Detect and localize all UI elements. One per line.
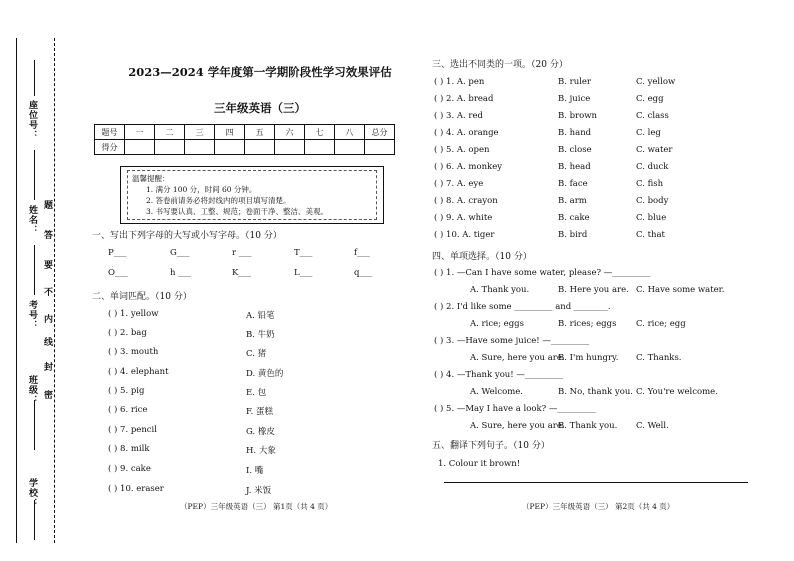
mc-option-b: B. I'm hungry. bbox=[558, 353, 619, 363]
match-word[interactable]: ( ) 7. pencil bbox=[108, 425, 157, 435]
score-cell: 总分 bbox=[365, 125, 395, 140]
tips-inner bbox=[127, 170, 377, 220]
letter-blank[interactable]: K___ bbox=[232, 268, 252, 278]
odd-one-option-b: B. juice bbox=[558, 94, 591, 104]
odd-one-option-b: B. face bbox=[558, 179, 588, 189]
school-label: 学校： bbox=[27, 478, 37, 508]
score-cell: 四 bbox=[215, 125, 245, 140]
match-word[interactable]: ( ) 5. pig bbox=[108, 386, 145, 396]
odd-one-option-c: C. blue bbox=[636, 213, 667, 223]
match-word[interactable]: ( ) 8. milk bbox=[108, 444, 150, 454]
mc-answers bbox=[434, 421, 764, 433]
odd-one-row bbox=[434, 77, 754, 89]
tips-box bbox=[120, 166, 384, 224]
exam-subtitle: 三年级英语（三） bbox=[214, 101, 306, 115]
binding-dashed-line bbox=[54, 38, 55, 543]
odd-one-option-b: B. ruler bbox=[558, 77, 591, 87]
odd-one-option-b: B. arm bbox=[558, 196, 587, 206]
exam-id-label: 考号： bbox=[27, 300, 37, 330]
seat-number-label: 座位号： bbox=[27, 100, 37, 140]
letter-blank[interactable]: L___ bbox=[294, 268, 313, 278]
answer-line[interactable] bbox=[444, 482, 748, 483]
match-row bbox=[108, 484, 408, 496]
match-word[interactable]: ( ) 3. mouth bbox=[108, 347, 159, 357]
match-word[interactable]: ( ) 2. bag bbox=[108, 328, 147, 338]
odd-one-row bbox=[434, 94, 754, 106]
tips-title: 温馨提醒： bbox=[132, 174, 170, 183]
mc-option-b: B. rices; eggs bbox=[558, 319, 617, 329]
binding-outer-line bbox=[16, 38, 17, 543]
match-word[interactable]: ( ) 1. yellow bbox=[108, 309, 159, 319]
odd-one-option-b: B. close bbox=[558, 145, 592, 155]
mc-question-text: ( ) 1. —Can I have some water, please? —_________ bbox=[434, 268, 651, 278]
section4-title: 四、单项选择。（10 分） bbox=[432, 252, 532, 262]
score-table-score-row bbox=[95, 140, 395, 155]
mc-option-b: B. Thank you. bbox=[558, 421, 618, 431]
odd-one-option-b: B. brown bbox=[558, 111, 598, 121]
odd-one-option-c: C. water bbox=[636, 145, 673, 155]
odd-one-option-c: C. body bbox=[636, 196, 669, 206]
odd-one-row bbox=[434, 213, 754, 225]
odd-one-option-a[interactable]: ( ) 4. A. orange bbox=[434, 128, 499, 138]
score-table-header-row bbox=[95, 125, 395, 140]
match-word[interactable]: ( ) 10. eraser bbox=[108, 484, 164, 494]
mc-option-a: A. Sure, here you are. bbox=[470, 353, 565, 363]
score-cell: 一 bbox=[125, 125, 155, 140]
mc-question-text: ( ) 5. —May I have a look? —_________ bbox=[434, 404, 596, 414]
mc-option-a: A. Sure, here you are. bbox=[470, 421, 565, 431]
mc-question[interactable] bbox=[434, 404, 764, 416]
odd-one-option-a[interactable]: ( ) 6. A. monkey bbox=[434, 162, 503, 172]
odd-one-option-c: C. leg bbox=[636, 128, 661, 138]
section1-title: 一、写出下列字母的大写或小写字母。（10 分） bbox=[92, 231, 282, 241]
mc-option-a: A. Welcome. bbox=[470, 387, 524, 397]
mc-answers bbox=[434, 387, 764, 399]
letter-blank[interactable]: h ___ bbox=[170, 268, 191, 278]
score-input-cell[interactable] bbox=[185, 140, 215, 155]
tips-item: 2. 答卷前请务必将封线内的项目填写清楚。 bbox=[146, 196, 291, 205]
mc-answers bbox=[434, 285, 764, 297]
odd-one-option-c: C. fish bbox=[636, 179, 664, 189]
mc-question[interactable] bbox=[434, 370, 764, 382]
odd-one-option-a[interactable]: ( ) 10. A. tiger bbox=[434, 230, 495, 240]
match-option: G. 橡皮 bbox=[246, 427, 275, 437]
match-option: A. 铅笔 bbox=[246, 311, 275, 321]
translate-question-text: 1. Colour it brown! bbox=[438, 459, 521, 469]
score-cell: 三 bbox=[185, 125, 215, 140]
score-cell: 题号 bbox=[95, 125, 125, 140]
mc-option-c: C. You're welcome. bbox=[636, 387, 718, 397]
mc-answers bbox=[434, 353, 764, 365]
letter-blank[interactable]: G___ bbox=[170, 248, 190, 258]
seal-char: 密 bbox=[44, 388, 53, 401]
score-cell: 二 bbox=[155, 125, 185, 140]
mc-option-c: C. Thanks. bbox=[636, 353, 682, 363]
odd-one-row bbox=[434, 179, 754, 191]
mc-option-b: B. No, thank you. bbox=[558, 387, 633, 397]
mc-question[interactable] bbox=[434, 336, 764, 348]
match-option: B. 牛奶 bbox=[246, 330, 275, 340]
odd-one-option-c: C. that bbox=[636, 230, 665, 240]
mc-question[interactable] bbox=[434, 302, 764, 314]
exam-id-line[interactable] bbox=[34, 245, 35, 295]
score-cell: 五 bbox=[245, 125, 275, 140]
score-input-cell[interactable] bbox=[155, 140, 185, 155]
odd-one-option-c: C. class bbox=[636, 111, 669, 121]
match-word[interactable]: ( ) 4. elephant bbox=[108, 367, 169, 377]
seal-char: 答 bbox=[44, 228, 53, 241]
odd-one-row bbox=[434, 111, 754, 123]
seat-number-line[interactable] bbox=[34, 60, 35, 96]
odd-one-row bbox=[434, 230, 754, 242]
odd-one-row bbox=[434, 196, 754, 208]
odd-one-option-c: C. yellow bbox=[636, 77, 676, 87]
seal-char: 线 bbox=[44, 335, 53, 348]
mc-option-a: A. Thank you. bbox=[470, 285, 530, 295]
seal-char: 内 bbox=[44, 312, 53, 325]
odd-one-row bbox=[434, 145, 754, 157]
match-option: C. 猪 bbox=[246, 349, 267, 359]
match-word[interactable]: ( ) 6. rice bbox=[108, 405, 148, 415]
match-row bbox=[108, 347, 408, 359]
match-option: D. 黄色的 bbox=[246, 369, 284, 379]
translate-question bbox=[438, 459, 738, 471]
odd-one-option-a[interactable]: ( ) 9. A. white bbox=[434, 213, 493, 223]
match-row bbox=[108, 405, 408, 417]
match-row bbox=[108, 386, 408, 398]
mc-option-a: A. rice; eggs bbox=[470, 319, 524, 329]
score-input-cell[interactable] bbox=[215, 140, 245, 155]
footer-right: （PEP）三年级英语（三） 第2页（共 4 页） bbox=[522, 502, 675, 511]
letter-blank[interactable]: r ___ bbox=[232, 248, 252, 258]
name-line[interactable] bbox=[34, 150, 35, 200]
odd-one-option-a[interactable]: ( ) 8. A. crayon bbox=[434, 196, 498, 206]
odd-one-option-b: B. head bbox=[558, 162, 591, 172]
match-row bbox=[108, 367, 408, 379]
class-label: 班级： bbox=[27, 375, 37, 405]
score-cell: 得分 bbox=[95, 140, 125, 155]
odd-one-option-c: C. egg bbox=[636, 94, 664, 104]
letter-blank[interactable]: q___ bbox=[354, 268, 373, 278]
odd-one-option-a[interactable]: ( ) 3. A. red bbox=[434, 111, 483, 121]
school-line[interactable] bbox=[34, 500, 35, 540]
match-option: I. 嘴 bbox=[246, 466, 264, 476]
odd-one-option-b: B. cake bbox=[558, 213, 590, 223]
odd-one-option-b: B. hand bbox=[558, 128, 592, 138]
match-option: E. 包 bbox=[246, 388, 267, 398]
match-option: F. 蛋糕 bbox=[246, 407, 273, 417]
name-label: 姓名： bbox=[27, 205, 37, 235]
odd-one-option-a[interactable]: ( ) 2. A. bread bbox=[434, 94, 494, 104]
seal-char: 题 bbox=[44, 198, 53, 211]
score-input-cell[interactable] bbox=[305, 140, 335, 155]
mc-question[interactable] bbox=[434, 268, 764, 280]
seal-char: 不 bbox=[44, 285, 53, 298]
match-row bbox=[108, 425, 408, 437]
match-option: H. 大象 bbox=[246, 446, 276, 456]
letter-row bbox=[108, 248, 408, 260]
match-option: J. 米饭 bbox=[246, 486, 272, 496]
mc-question-text: ( ) 2. I'd like some _________ and ________. bbox=[434, 302, 611, 312]
score-cell: 七 bbox=[305, 125, 335, 140]
score-input-cell[interactable] bbox=[365, 140, 395, 155]
score-input-cell[interactable] bbox=[245, 140, 275, 155]
odd-one-row bbox=[434, 128, 754, 140]
mc-option-c: C. rice; egg bbox=[636, 319, 686, 329]
section5-title: 五、翻译下列句子。（10 分） bbox=[432, 441, 550, 451]
odd-one-option-c: C. duck bbox=[636, 162, 669, 172]
mc-question-text: ( ) 4. —Thank you! —_________ bbox=[434, 370, 564, 380]
letter-blank[interactable]: P___ bbox=[108, 248, 127, 258]
mc-option-c: C. Have some water. bbox=[636, 285, 725, 295]
match-row bbox=[108, 309, 408, 321]
section2-title: 二、单词匹配。（10 分） bbox=[92, 292, 192, 302]
section3-title: 三、选出不同类的一项。（20 分） bbox=[432, 60, 568, 70]
letter-blank[interactable]: O___ bbox=[108, 268, 128, 278]
odd-one-option-a[interactable]: ( ) 1. A. pen bbox=[434, 77, 485, 87]
score-input-cell[interactable] bbox=[335, 140, 365, 155]
exam-title: 2023—2024 学年度第一学期阶段性学习效果评估 bbox=[128, 65, 392, 79]
score-table bbox=[94, 124, 395, 155]
score-cell: 八 bbox=[335, 125, 365, 140]
tips-item: 3. 书写要认真、工整、规范；卷面干净、整洁、美观。 bbox=[146, 207, 329, 216]
match-word[interactable]: ( ) 9. cake bbox=[108, 464, 151, 474]
match-row bbox=[108, 464, 408, 476]
mc-answers bbox=[434, 319, 764, 331]
mc-option-b: B. Here you are. bbox=[558, 285, 629, 295]
score-input-cell[interactable] bbox=[125, 140, 155, 155]
mc-option-c: C. Well. bbox=[636, 421, 669, 431]
odd-one-row bbox=[434, 162, 754, 174]
odd-one-option-a[interactable]: ( ) 5. A. open bbox=[434, 145, 490, 155]
seal-char: 要 bbox=[44, 258, 53, 271]
tips-item: 1. 满分 100 分，时间 60 分钟。 bbox=[146, 185, 257, 194]
footer-left: （PEP）三年级英语（三） 第1页（共 4 页） bbox=[180, 502, 333, 511]
match-row bbox=[108, 444, 408, 456]
odd-one-option-b: B. bird bbox=[558, 230, 588, 240]
odd-one-option-a[interactable]: ( ) 7. A. eye bbox=[434, 179, 484, 189]
seal-char: 封 bbox=[44, 360, 53, 373]
match-row bbox=[108, 328, 408, 340]
letter-row bbox=[108, 268, 408, 280]
score-cell: 六 bbox=[275, 125, 305, 140]
class-line[interactable] bbox=[34, 400, 35, 450]
letter-blank[interactable]: T___ bbox=[294, 248, 313, 258]
score-input-cell[interactable] bbox=[275, 140, 305, 155]
letter-blank[interactable]: f___ bbox=[354, 248, 370, 258]
mc-question-text: ( ) 3. —Have some juice! —_________ bbox=[434, 336, 590, 346]
